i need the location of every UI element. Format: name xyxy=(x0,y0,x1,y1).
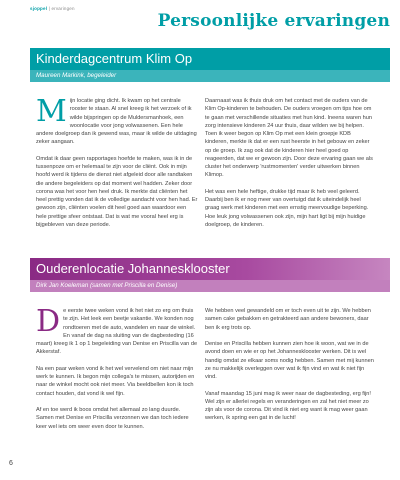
paragraph: We hebben veel gewandeld om er toch even uit te zijn. We hebben samen cake gebakken en getrakteerd aan andere bewoners, daar ben ik erg trots op. xyxy=(205,308,371,331)
paragraph: Vanaf maandag 15 juni mag ik weer naar de dagbesteding, erg fijn! Wel zijn er allerlei regels en veranderingen en zal het niet meer zo zijn als voor de corona. Dit vind ik niet erg want ik mag weer gaan werken, ik spring een gat in de lucht! xyxy=(205,390,371,422)
paragraph: De eerste twee weken vond ik het niet zo erg om thuis te zijn. Het leek een beetje vakantie. We konden nog rondtoeren met de auto, wandelen en naar de winkel. En vanaf de dag na sluiting van de dagbesteding (16 maart) kreeg ik 1 op 1 begeleiding van Denise en Priscilla van de Akkerstaf. xyxy=(36,304,198,356)
drop-cap: D xyxy=(36,304,61,339)
drop-cap: M xyxy=(36,94,67,129)
paragraph: Denise en Priscilla hebben kunnen zien hoe ik woon, wat we in de avond doen en wie er op het Johannesklooster werken. Dit is wel handig omdat ze elkaar soms nodig hebben. Samen met mij kunnen ze nu makkelijk overleggen over wat ik fijn vind en wat ik niet fijn vind. xyxy=(205,341,374,380)
page-title: Persoonlijke ervaringen xyxy=(157,11,390,31)
paragraph: Daarnaast was ik thuis druk om het contact met de ouders van de Klim Op-kinderen te behouden. De ouders vroegen om tips hoe om te gaan met verschillende situaties met hun kind. Ineens waren hun zorg intensieve kinderen 24 uur thuis, daar wilden we bij helpen. Toen ik weer begon op Klim Op met een klein groepje KDB kinderen, merkte ik dat er een rust heerste in het gebouw en zeker op de groep. Ik zag ook dat de kinderen hier heel goed op reageerden, dat we er gewoon zijn. Door deze ervaring gaan we als cluster het onderwerp 'rustmomenten' verder uitwerken binnen Klimop. xyxy=(205,98,373,179)
page-number: 6 xyxy=(9,460,13,467)
article-column-left-2 xyxy=(36,304,198,439)
brand-label: sjoppel | ervaringen xyxy=(30,6,75,11)
paragraph: Het was een hele heftige, drukke tijd maar ik heb veel geleerd. Daarbij ben ik er nog meer van overtuigd dat ik uiteindelijk heel graag werk met kinderen met een ernstig meervoudige beperking. Hoe leuk jong volwassenen ook zijn, mijn hart ligt bij mijn huidige doelgroep, de kinderen. xyxy=(205,188,369,228)
article-column-right-2 xyxy=(205,307,375,431)
paragraph: Af en toe werd ik boos omdat het allemaal zo lang duurde. Samen met Denise en Priscilla verzonnen we dan toch iedere keer wel iets om weer even door te kunnen. xyxy=(36,407,189,430)
paragraph: Mijn locatie ging dicht. Ik kwam op het centrale rooster te staan. Al snel kreeg ik het verzoek of ik wilde bijspringen op de Muldersmanhoek, een woonlocatie voor jong volwassenen. Een hele andere doelgroep dan ik gewend was, maar ik wilde de uitdaging zeker aangaan. xyxy=(36,94,197,146)
paragraph: Omdat ik daar geen rapportages hoefde te maken, was ik in de tussenpoze om er helemaal te zijn voor de cliënt. Ook in mijn hoofd werd ik tijdens de dienst niet afgeleid door alle randtaken die andere begeleiders op dat moment wel hadden. Zeker door corona was het voor hen heel druk. Ik merkte dat cliënten het heel prettig vonden dat ik de volledige aandacht voor hen had. Er gewoon zijn, cliënten voelen dit heel goed aan waardoor een hele prettige sfeer ontstaat. Dat is wat me vooral heel erg is bijgebleven van deze periode. xyxy=(36,155,198,228)
section-heading-johannesklooster: Ouderenlocatie Johannesklooster xyxy=(30,258,390,280)
section-heading-klim-op: Kinderdagcentrum Klim Op xyxy=(30,48,390,70)
section-byline-johannesklooster: Dirk Jan Koeleman (samen met Priscilla en Denise) xyxy=(30,280,390,292)
article-column-left-1 xyxy=(36,94,198,237)
section-byline-klim-op: Maureen Markink, begeleider xyxy=(30,70,390,82)
article-column-right-1 xyxy=(205,97,375,237)
paragraph: Na een paar weken vond ik het wel vervelend om niet naar mijn werk te kunnen. Ik begon mijn collega's te missen, autorijden en naar de winkel mocht ook niet meer. Via beeldbellen kon ik toch contact houden, dat vond ik wel fijn. xyxy=(36,365,195,397)
